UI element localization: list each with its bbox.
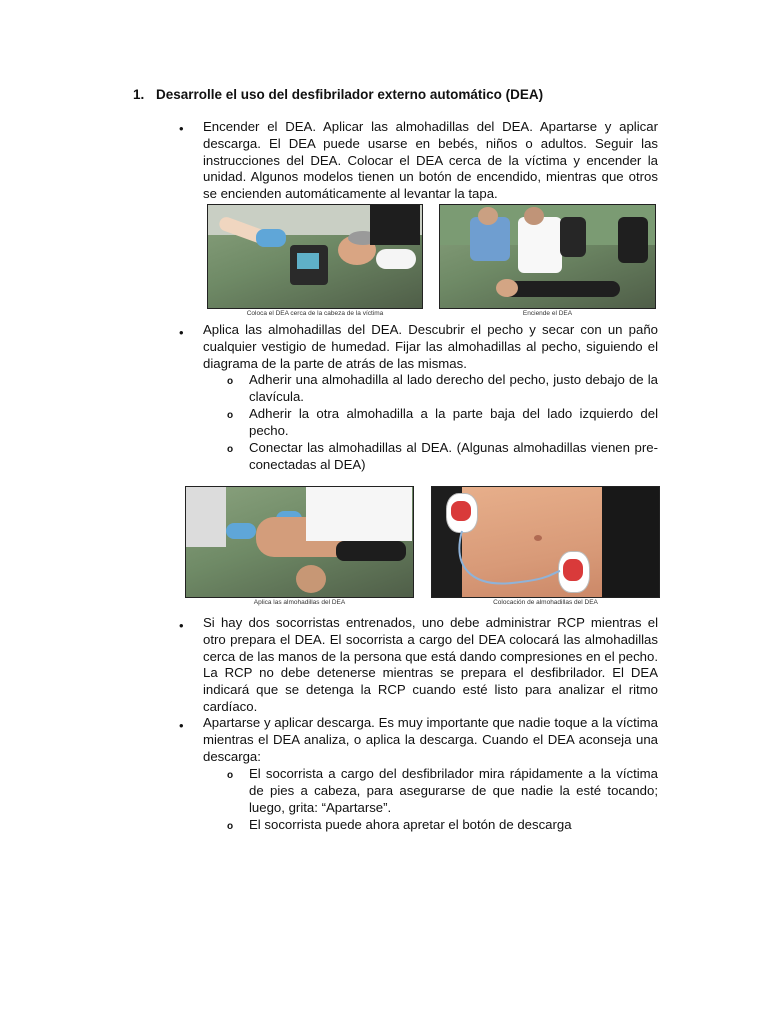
bullet-text: Si hay dos socorristas entrenados, uno debe administrar RCP mientras el otro prepara el DEA. El socorrista a cargo del DEA colocará las almohadillas cerca de las manos de la persona que está dando compresiones en el pecho. La RCP no debe detenerse mientras se prepara el desfibrilador. El DEA indicará que se detenga la RCP cuando esté listo para analizar el ritmo cardíaco. [203,615,658,714]
heading-number: 1. [133,87,145,102]
rescuer-white-shape [518,217,562,273]
figure-caption: Enciende el DEA [522,310,573,317]
aed-screen-shape [297,253,319,269]
photo-apply-pads [185,486,414,598]
rescuer-shape [370,205,420,245]
sub-bullet-text: El socorrista puede ahora apretar el botón de descarga [249,817,572,832]
pad-cable-icon [432,487,660,598]
sub-bullet-text: Adherir una almohadilla al lado derecho del pecho, justo debajo de la clavícula. [249,372,658,404]
sub-bullet-marker: o [227,376,234,387]
bullet-marker: • [179,121,184,136]
rescuer-head-shape [524,207,544,225]
rescuer-shirt-shape [186,487,226,547]
sub-bullet-text: Conectar las almohadillas al DEA. (Algunas almohadillas vienen pre-conectadas al DEA) [249,440,658,472]
victim-head-shape [296,565,326,593]
bullet-text: Apartarse y aplicar descarga. Es muy importante que nadie toque a la víctima mientras el DEA analiza, o aplica la descarga. Cuando el DEA aconseja una descarga: [203,715,658,764]
bullet-text: Aplica las almohadillas del DEA. Descubrir el pecho y secar con un paño cualquier vestigio de humedad. Fijar las almohadillas al pecho, siguiendo el diagrama de la parte de atrás de las mismas. [203,322,658,371]
bystander-shape [560,217,586,257]
rescuer-head-shape [478,207,498,225]
bullet-text: Encender el DEA. Aplicar las almohadillas del DEA. Apartarse y aplicar descarga. El DEA puede usarse en bebés, niños o adultos. Seguir las instrucciones del DEA. Colocar el DEA cerca de la víctima y encender la unidad. Algunos modelos tienen un botón de encendido, mientras que otros se encienden automáticamente al levantar la tapa. [203,119,658,202]
bullet-marker: • [179,718,184,733]
sub-bullet-text: El socorrista a cargo del desfibrilador mira rápidamente a la víctima de pies a cabeza, para asegurarse de que nadie la esté tocando; luego, grita: “Apartarse”. [249,766,658,815]
bystander-shape [618,217,648,263]
sub-bullet-marker: o [227,444,234,455]
sub-bullet-marker: o [227,770,234,781]
victim-body-shape [500,281,620,297]
bullet-marker: • [179,618,184,633]
sub-bullet-text: Adherir la otra almohadilla a la parte baja del lado izquierdo del pecho. [249,406,658,438]
figure-caption: Colocación de almohadillas del DEA [493,599,598,606]
nipple-shape [534,535,542,541]
shoe-shape [376,249,416,269]
victim-shorts-shape [336,541,406,561]
photo-turn-on-dea [439,204,656,309]
bullet-marker: • [179,325,184,340]
heading-text: Desarrolle el uso del desfibrilador externo automático (DEA) [156,87,544,102]
sub-bullet-marker: o [227,410,234,421]
rescuer-white-shape [306,487,412,541]
photo-dea-near-head [207,204,423,309]
section-heading [133,86,673,104]
glove-shape [226,523,256,539]
figure-caption: Coloca el DEA cerca de la cabeza de la víctima [246,310,384,317]
glove-shape [256,229,286,247]
sub-bullet-marker: o [227,821,234,832]
figure-caption: Aplica las almohadillas del DEA [253,599,346,606]
victim-head-shape [496,279,518,297]
photo-pad-placement [431,486,660,598]
